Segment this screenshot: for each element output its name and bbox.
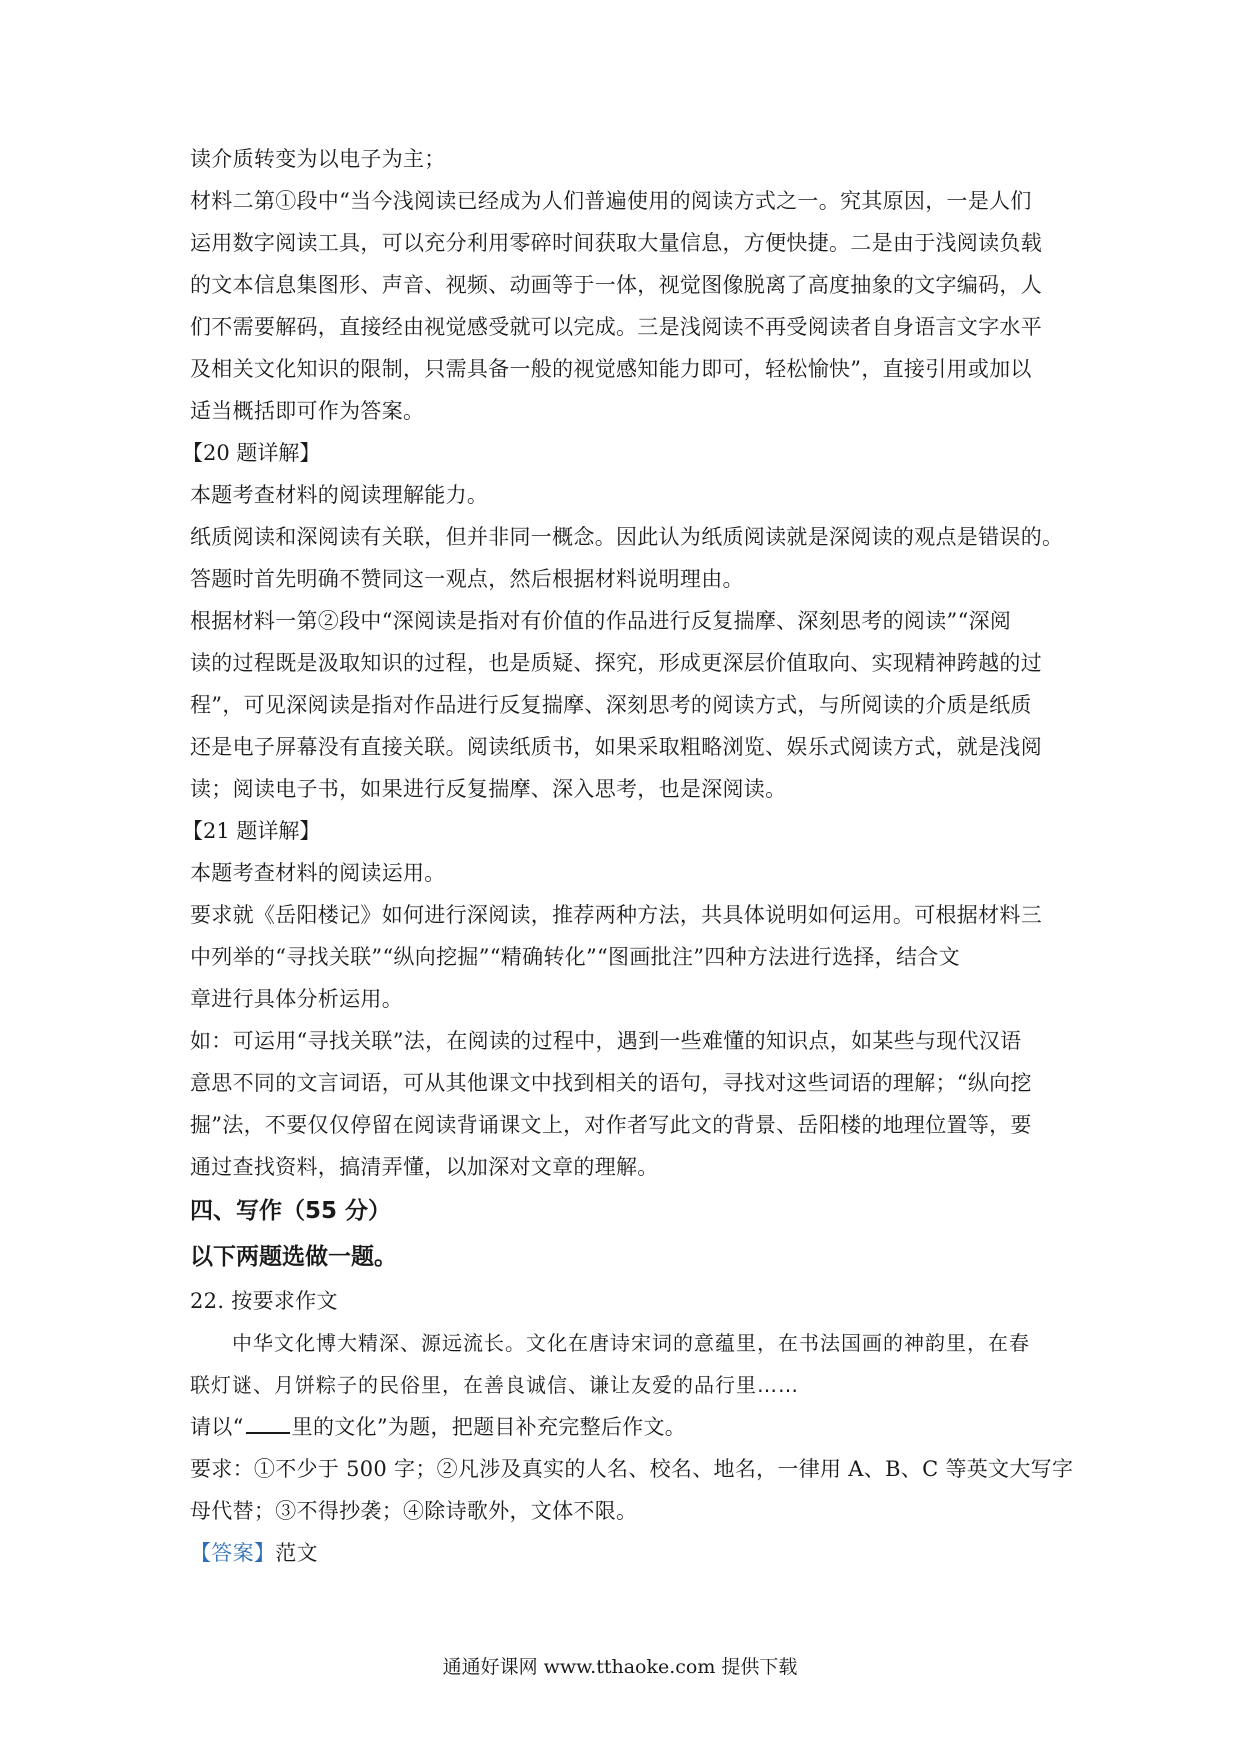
text-line: 材料二第①段中“当今浅阅读已经成为人们普遍使用的阅读方式之一。究其原因，一是人们 [190,189,1032,213]
essay-prompt [190,1322,1060,1406]
requirement-line: 要求：①不少于 500 字；②凡涉及真实的人名、校名、地名，一律用 A、B、C 等英文大写字 [190,1457,1074,1481]
title-instruction-pre: 请以“ [190,1415,244,1439]
page-footer: 通通好课网 www.tthaoke.com 提供下载 [442,1656,798,1678]
requirement-line: 母代替；③不得抄袭；④除诗歌外，文体不限。 [190,1499,638,1523]
heading-question-21: 【21 题详解】 [182,819,321,843]
text-line: 读的过程既是汲取知识的过程，也是质疑、探究，形成更深层价值取向、实现精神跨越的过 [190,651,1042,675]
text-line: 意思不同的文言词语，可从其他课文中找到相关的语句，寻找对这些词语的理解；“纵向挖 [190,1071,1032,1095]
essay-requirements [190,1448,1074,1532]
text-line: 纸质阅读和深阅读有关联，但并非同一概念。因此认为纸质阅读就是深阅读的观点是错误的。 [190,525,1064,549]
text-line: 根据材料一第②段中“深阅读是指对有价值的作品进行反复揣摩、深刻思考的阅读”“深阅 [190,609,1012,633]
text-line: 章进行具体分析运用。 [190,987,403,1011]
text-line: 程”，可见深阅读是指对作品进行反复揣摩、深刻思考的阅读方式，与所阅读的介质是纸质 [190,693,1032,717]
text-line: 读；阅读电子书，如果进行反复揣摩、深入思考，也是深阅读。 [190,777,787,801]
heading-question-20: 【20 题详解】 [182,441,321,465]
text-line: 运用数字阅读工具，可以充分利用零碎时间获取大量信息，方便快捷。二是由于浅阅读负载 [190,231,1042,255]
text-line: 适当概括即可作为答案。 [190,399,425,423]
document-body [182,138,1074,1574]
text-line: 中列举的“寻找关联”“纵向挖掘”“精确转化”“图画批注”四种方法进行选择，结合文 [190,945,960,969]
answer-tag: 【答案】 [190,1541,276,1565]
text-line: 本题考查材料的阅读理解能力。 [190,483,489,507]
question-22-label: 22. 按要求作文 [190,1289,338,1313]
section-subtitle: 以下两题选做一题。 [190,1244,397,1270]
text-line: 答题时首先明确不赞同这一观点，然后根据材料说明理由。 [190,567,744,591]
title-blank [246,1414,290,1434]
answer-20-body [190,474,1064,810]
answer-19-continuation [190,138,1060,432]
text-line: 还是电子屏幕没有直接关联。阅读纸质书，如果采取粗略浏览、娱乐式阅读方式，就是浅阅 [190,735,1042,759]
text-line: 本题考查材料的阅读运用。 [190,861,446,885]
text-line: 们不需要解码，直接经由视觉感受就可以完成。三是浅阅读不再受阅读者自身语言文字水平 [190,315,1042,339]
text-line: 掘”法，不要仅仅停留在阅读背诵课文上，对作者写此文的背景、岳阳楼的地理位置等，要 [190,1113,1032,1137]
text-line: 要求就《岳阳楼记》如何进行深阅读，推荐两种方法，共具体说明如何运用。可根据材料三 [190,903,1042,927]
text-line: 的文本信息集图形、声音、视频、动画等于一体，视觉图像脱离了高度抽象的文字编码，人 [190,273,1042,297]
title-instruction [190,1406,1060,1448]
text-line: 如：可运用“寻找关联”法，在阅读的过程中，遇到一些难懂的知识点，如某些与现代汉语 [190,1029,1022,1053]
text-line: 读介质转变为以电子为主； [190,147,446,171]
title-instruction-post: 里的文化”为题，把题目补充完整后作文。 [291,1415,687,1439]
answer-line [190,1532,1060,1574]
section-title-writing: 四、写作（55 分） [190,1198,392,1224]
answer-21-body [190,852,1060,1188]
text-line: 及相关文化知识的限制，只需具备一般的视觉感知能力即可，轻松愉快”，直接引用或加以 [190,357,1032,381]
prompt-line: 中华文化博大精深、源远流长。文化在唐诗宋词的意蕴里，在书法国画的神韵里，在春 [232,1331,1030,1355]
answer-text: 范文 [275,1541,318,1565]
prompt-line: 联灯谜、月饼粽子的民俗里，在善良诚信、谦让友爱的品行里…… [190,1373,799,1397]
text-line: 通过查找资料，搞清弄懂，以加深对文章的理解。 [190,1155,659,1179]
